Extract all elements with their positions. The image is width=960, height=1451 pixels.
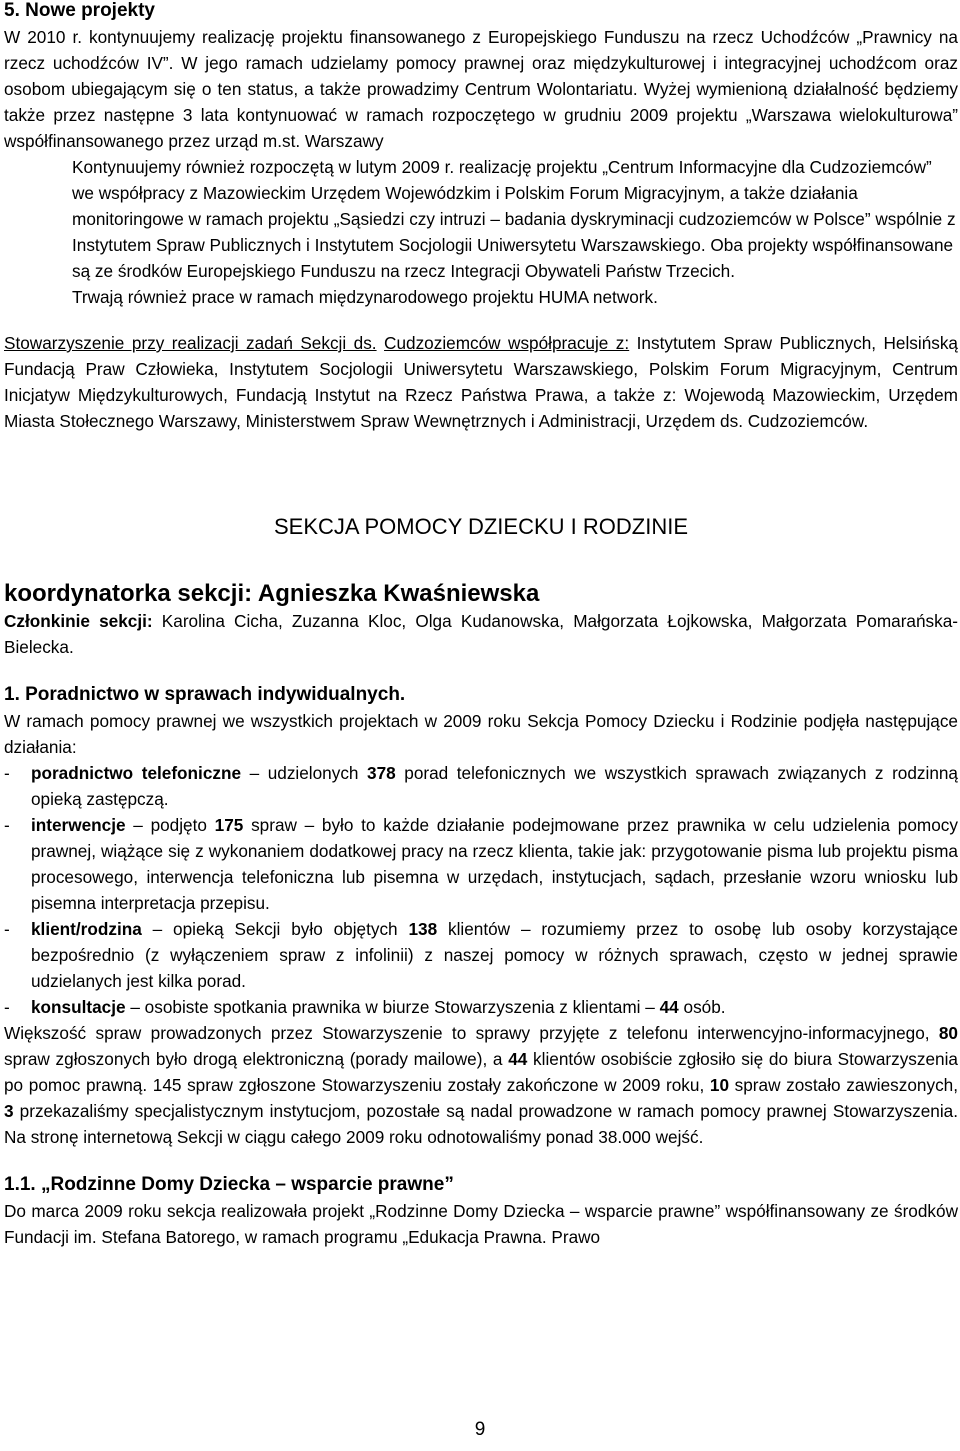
item-number: 138: [408, 919, 438, 939]
section-members: [4, 608, 958, 660]
item-text-b: porad telefonicznych we wszystkich sprawach związanych z rodzinną opieką zastępczą.: [31, 763, 958, 809]
item-text-b: spraw – było to każde działanie podejmowane przez prawnika w celu udzielenia pomocy prawnej, wiążące się z wykonaniem dodatkowej pracy na rzecz klienta, takie jak: przygotowanie pisma lub projektu pisma procesowego, interwencja telefoniczna lub pisemna w urzędach, instytucjach, sądach, przesłanie wzoru wniosku lub pisemna interpretacja przepisu.: [31, 815, 958, 913]
paragraph-partners: [4, 330, 958, 434]
summary-text: Większość spraw prowadzonych przez Stowarzyszenie to sprawy przyjęte z telefonu interwencyjno-informacyjnego,: [4, 1023, 939, 1043]
paragraph-family-homes: Do marca 2009 roku sekcja realizowała projekt „Rodzinne Domy Dziecka – wsparcie prawne” współfinansowany ze środków Fundacji im. Stefana Batorego, w ramach programu „Edukacja Prawna. Prawo: [4, 1201, 958, 1247]
item-text-b: klientów – rozumiemy przez to osobę lub osoby korzystające bezpośrednio (z wyłączeniem spraw z infolinii) z naszej pomocy w różnych sprawach, często w jednej sprawie udzielanych jest kilka porad.: [31, 919, 958, 991]
summary-number: 10: [709, 1075, 730, 1095]
summary-text: przekazaliśmy specjalistycznym instytucjom, pozostałe są nadal prowadzone w ramach pomocy prawnej Stowarzyszenia. Na stronę internetową Sekcji w ciągu całego 2009 roku odnotowaliśmy ponad 38.000 wejść.: [4, 1101, 958, 1147]
list-dash: -: [4, 997, 10, 1017]
list-item: [4, 994, 958, 1020]
paragraph-text: Kontynuujemy również rozpoczętą w lutym 2009 r. realizację projektu „Centrum Informacyjne dla Cudzoziemców” we współpracy z Mazowieckim Urzędem Wojewódzkim i Polskim Forum Migracyjnym, a także działania monitoringowe w ramach projektu „Sąsiedzi czy intruzi – badania dyskryminacji cudzoziemców w Polsce” wspólnie z Instytutem Spraw Publicznych i Instytutem Socjologii Uniwersytetu Warszawskiego. Oba projekty współfinansowane są ze środków Europejskiego Funduszu na rzecz Integracji Obywateli Państw Trzecich.: [72, 157, 956, 281]
section-heading-new-projects: 5. Nowe projekty: [4, 0, 155, 21]
item-number: 378: [367, 763, 396, 783]
item-number: 44: [659, 997, 679, 1017]
activities-list: [4, 760, 958, 1020]
section-coordinator: koordynatorka sekcji: Agnieszka Kwaśniewska: [4, 580, 540, 607]
summary-text: spraw zgłoszonych było drogą elektroniczną (porady mailowe), a: [4, 1049, 509, 1069]
summary-number: 80: [938, 1023, 958, 1043]
summary-text: klientów osobiście zgłosiło się do biura Stowarzyszenia po pomoc prawną. 145 spraw zgłoszone Stowarzyszeniu zostały zakończone w 2009 roku,: [4, 1049, 958, 1095]
list-dash: -: [4, 919, 10, 939]
subsection-heading-counselling: 1. Poradnictwo w sprawach indywidualnych.: [4, 684, 406, 705]
summary-number: 44: [508, 1049, 528, 1069]
item-term: klient/rodzina: [31, 919, 142, 939]
summary-text: spraw zostało zawieszonych,: [729, 1075, 959, 1095]
partners-list: Instytutem Spraw Publicznych, Helsińską Fundacją Praw Człowieka, Instytutem Socjologii Uniwersytetu Warszawskiego, Polskim Forum Migracyjnym, Centrum Inicjatyw Międzykulturowych, Fundacją Instytut na Rzecz Państwa Prawa, a także z: Wojewodą Mazowieckim, Urzędem Miasta Stołecznego Warszawy, Ministerstwem Spraw Wewnętrznych i Administracji, Urzędem ds. Cudzoziemców.: [4, 333, 958, 431]
item-text-a: – opieką Sekcji było objętych: [141, 919, 409, 939]
item-number: 175: [214, 815, 244, 835]
paragraph-centrum-informacyjne: [4, 154, 958, 284]
item-term: konsultacje: [31, 997, 126, 1017]
item-text-a: – podjęto: [125, 815, 215, 835]
list-item: [4, 812, 958, 916]
item-text-a: – udzielonych: [241, 763, 368, 783]
item-text-b: osób.: [678, 997, 726, 1017]
subsection-intro: W ramach pomocy prawnej we wszystkich projektach w 2009 roku Sekcja Pomocy Dziecku i Rodzinie podjęła następujące działania:: [4, 711, 958, 757]
partners-underlined-2: Cudzoziemców współpracuje z:: [384, 333, 630, 353]
paragraph-summary: [4, 1020, 958, 1150]
list-item: [4, 760, 958, 812]
members-label: Członkinie sekcji:: [4, 611, 153, 631]
page-number: 9: [474, 1419, 486, 1440]
item-term: poradnictwo telefoniczne: [31, 763, 242, 783]
list-dash: -: [4, 763, 10, 783]
members-list: Karolina Cicha, Zuzanna Kloc, Olga Kudanowska, Małgorzata Łojkowska, Małgorzata Pomarańska-Bielecka.: [4, 611, 959, 657]
subsection-heading-family-homes: 1.1. „Rodzinne Domy Dziecka – wsparcie prawne”: [4, 1174, 454, 1195]
paragraph-project-continuation: W 2010 r. kontynuujemy realizację projektu finansowanego z Europejskiego Funduszu na rzecz Uchodźców „Prawnicy na rzecz uchodźców IV”. W jego ramach udzielamy pomocy prawnej oraz międzykulturowej i integracyjnej uchodźcom oraz osobom ubiegającym się o ten status, a także prowadzimy Centrum Wolontariatu. Wyżej wymienioną działalność będziemy także przez następne 3 lata kontynuować w ramach rozpoczętego w grudniu 2009 projektu „Warszawa wielokulturowa” współfinansowanego przez urząd m.st. Warszawy: [4, 27, 958, 151]
document-page: [4, 0, 958, 1250]
paragraph-huma-network: Trwają również prace w ramach międzynarodowego projektu HUMA network.: [72, 287, 658, 307]
list-dash: -: [4, 815, 10, 835]
list-item: [4, 916, 958, 994]
item-text-a: – osobiste spotkania prawnika w biurze Stowarzyszenia z klientami –: [125, 997, 660, 1017]
section-title-child-family: SEKCJA POMOCY DZIECKU I RODZINIE: [274, 514, 688, 539]
partners-underlined-1: Stowarzyszenie przy realizacji zadań Sekcji ds.: [4, 333, 377, 353]
summary-number: 3: [4, 1101, 14, 1121]
item-term: interwencje: [31, 815, 126, 835]
